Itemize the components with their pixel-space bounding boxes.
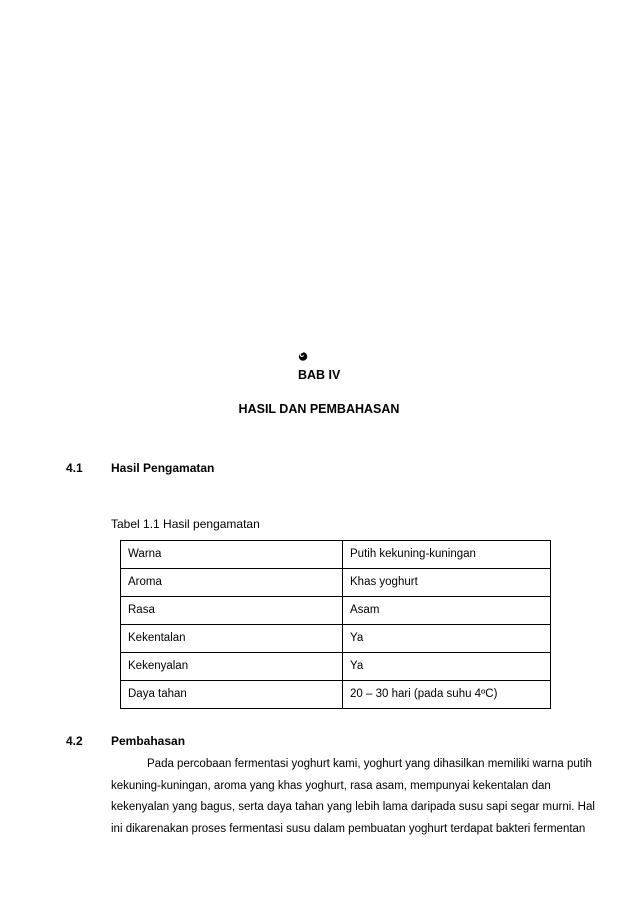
chapter-title: HASIL DAN PEMBAHASAN — [238, 402, 400, 416]
swirl-bullet-icon — [298, 351, 308, 361]
table-cell-result: Ya — [343, 653, 551, 681]
table-cell-parameter: Warna — [121, 541, 343, 569]
paragraph-line: Pada percobaan fermentasi yoghurt kami, yoghurt yang dihasilkan memiliki warna putih — [147, 758, 592, 770]
table-cell-result: Asam — [343, 597, 551, 625]
paragraph-line: kekuning-kuningan, aroma yang khas yoghurt, rasa asam, mempunyai kekentalan dan — [111, 779, 551, 792]
table-cell-parameter: Kekenyalan — [121, 653, 343, 681]
section-number-4-2: 4.2 — [66, 734, 83, 748]
paragraph-line: ini dikarenakan proses fermentasi susu dalam pembuatan yoghurt terdapat bakteri fermentan — [111, 822, 586, 835]
table-row — [121, 681, 551, 709]
table-cell-parameter: Rasa — [121, 597, 343, 625]
table-cell-parameter: Aroma — [121, 569, 343, 597]
table-cell-parameter: Daya tahan — [121, 681, 343, 709]
table-row — [121, 625, 551, 653]
table-caption: Tabel 1.1 Hasil pengamatan — [111, 517, 260, 531]
table-cell-parameter: Kekentalan — [121, 625, 343, 653]
table-row — [121, 653, 551, 681]
section-title-pembahasan: Pembahasan — [111, 734, 186, 748]
chapter-number: BAB IV — [298, 368, 341, 382]
table-row — [121, 569, 551, 597]
table-cell-result: Ya — [343, 625, 551, 653]
table-cell-result: Putih kekuning-kuningan — [343, 541, 551, 569]
section-number-4-1: 4.1 — [66, 461, 83, 475]
table-row — [121, 597, 551, 625]
section-title-hasil-pengamatan: Hasil Pengamatan — [111, 461, 215, 475]
paragraph-line: kekenyalan yang bagus, serta daya tahan yang lebih lama daripada susu sapi segar murni. Hal — [111, 801, 595, 813]
table-row — [121, 541, 551, 569]
table-cell-result: Khas yoghurt — [343, 569, 551, 597]
table-cell-result: 20 – 30 hari (pada suhu 4ºC) — [343, 681, 551, 709]
observation-table — [120, 540, 551, 709]
discussion-paragraph — [111, 754, 595, 840]
